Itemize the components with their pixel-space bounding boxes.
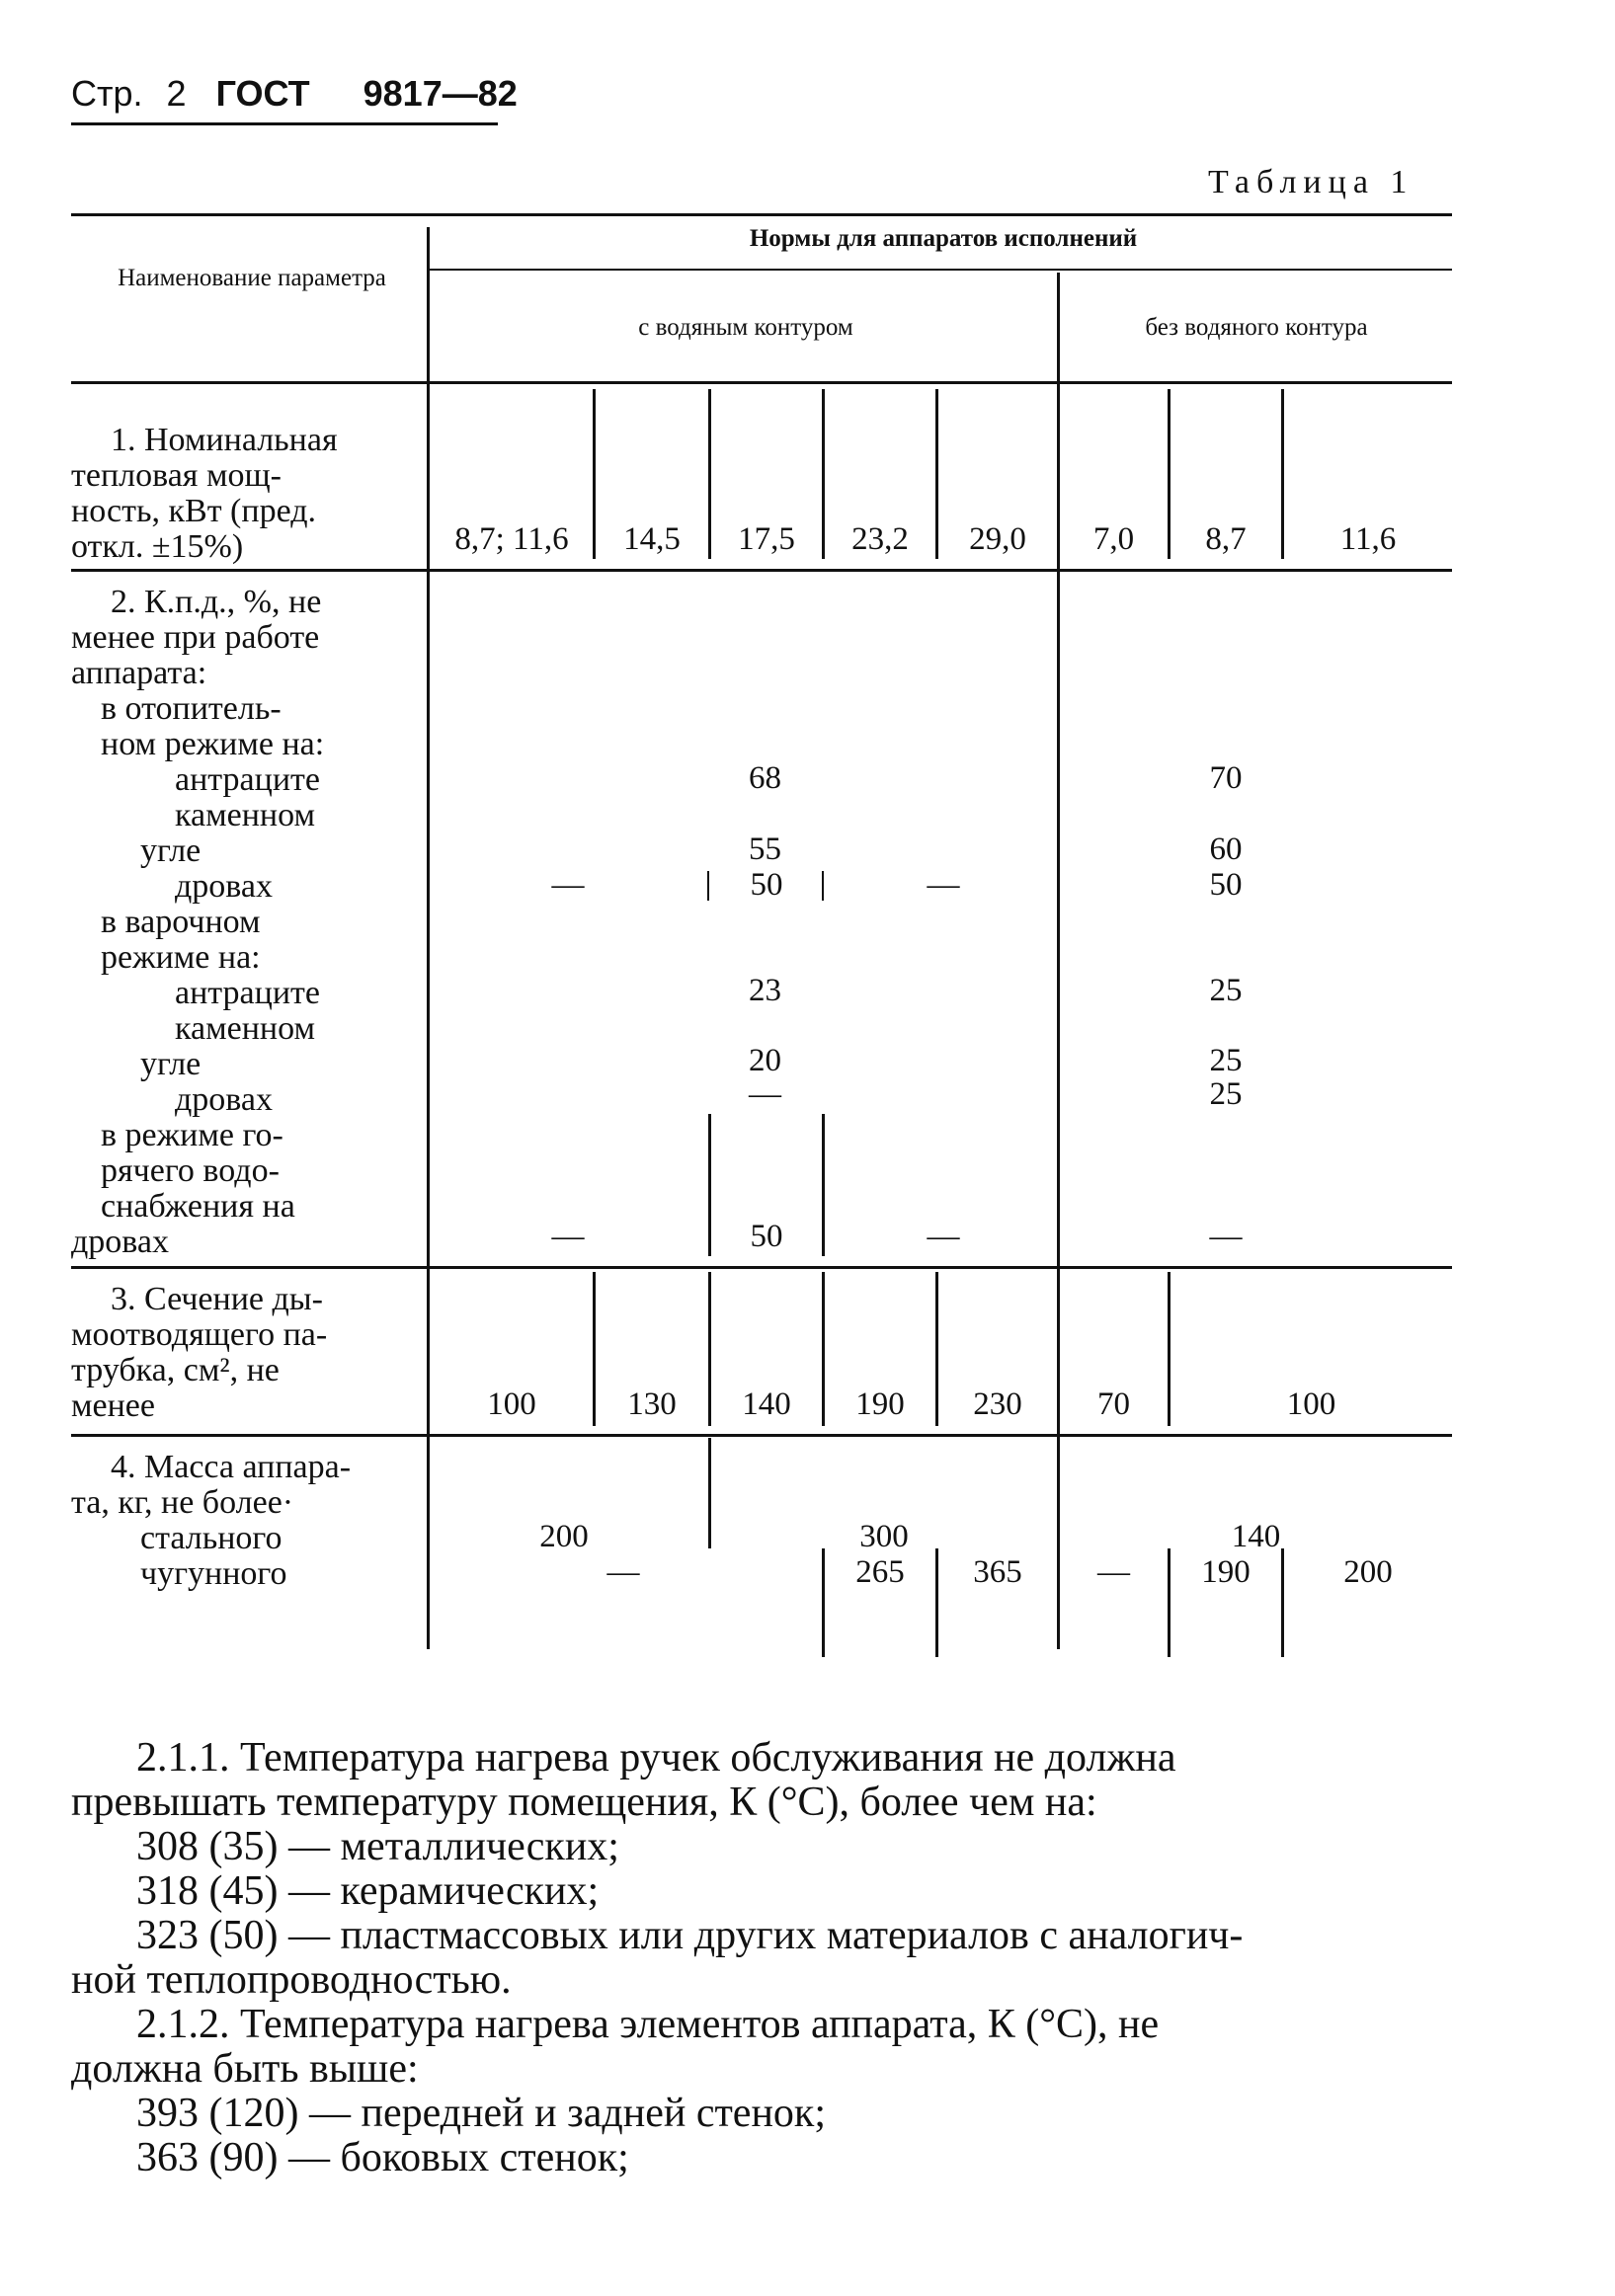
row2-label-line: 2. К.п.д., %, не — [111, 584, 322, 620]
steel-with-1: 200 — [539, 1519, 589, 1554]
row4-label-line: чугунного — [140, 1555, 287, 1592]
cook-anthracite-without: 25 — [1209, 973, 1243, 1008]
paragraph-2-1-1 — [71, 1736, 1454, 2003]
cast-iron-5: 190 — [1201, 1554, 1251, 1590]
norms-header: Нормы для аппаратов исполнений — [749, 225, 1138, 252]
row1-label-line: тепловая мощ- — [71, 457, 282, 494]
row4-label-line: 4. Масса аппара- — [111, 1449, 352, 1485]
row2-label-line: аппарата: — [71, 655, 207, 691]
row1-label-line: откл. ±15%) — [71, 528, 244, 565]
row4-label-line: стального — [140, 1520, 283, 1556]
row2-label-line: в отопитель- — [101, 690, 282, 727]
heat-wood-1: — — [551, 867, 585, 903]
r3-value: 130 — [627, 1386, 677, 1422]
text-line: 318 (45) — керамических; — [136, 1868, 600, 1914]
r1-value: 7,0 — [1092, 521, 1135, 557]
heat-wood-3: — — [927, 867, 960, 903]
steel-with-2: 300 — [859, 1519, 909, 1554]
table-top-rule — [71, 213, 1452, 216]
row2-label — [71, 585, 417, 1260]
heat-wood-4: 50 — [1209, 867, 1243, 903]
hot-water-2: 50 — [750, 1219, 783, 1254]
norms-rule — [430, 269, 1452, 271]
row2-label-line: каменном — [175, 1010, 315, 1047]
cast-iron-1: — — [606, 1554, 640, 1590]
row2-label-line: антраците — [175, 975, 320, 1011]
head-bottom-rule — [71, 381, 1452, 384]
row3-label-line: 3. Сечение ды- — [111, 1281, 323, 1317]
running-header — [71, 73, 518, 115]
r1-value: 8,7 — [1205, 521, 1247, 557]
without-water-header: без водяного контура — [1145, 314, 1368, 341]
row4-label-line: та, кг, не более· — [71, 1484, 294, 1521]
row2-label-line: дровах — [71, 1224, 169, 1260]
r3-value: 230 — [973, 1386, 1022, 1422]
row2-label-line: дровах — [175, 868, 273, 905]
row1-label — [71, 423, 417, 565]
with-water-header: с водяным контуром — [638, 314, 853, 341]
row2-label-line: снабжения на — [101, 1188, 295, 1225]
row2-label-line: дровах — [175, 1081, 273, 1118]
r3-value: 70 — [1097, 1386, 1130, 1422]
row2-label-line: угле — [140, 1046, 202, 1082]
row1-label-line: 1. Номинальная — [111, 422, 338, 458]
row3-label-line: менее — [71, 1387, 155, 1424]
heat-coal-with: 55 — [749, 831, 781, 867]
group-divider — [1057, 273, 1060, 1649]
r3-value: 100 — [487, 1386, 536, 1422]
hot-water-1: — — [551, 1219, 585, 1254]
param-col-divider — [427, 227, 430, 1649]
text-line: превышать температуру помещения, К (°С), более чем на: — [71, 1780, 1097, 1825]
r1-value: 23,2 — [851, 521, 909, 557]
cook-wood-with: — — [749, 1076, 781, 1112]
header-rule — [71, 122, 498, 125]
row2-label-line: в варочном — [101, 904, 261, 940]
r1-value: 14,5 — [623, 521, 681, 557]
row2-label-line: каменном — [175, 797, 315, 833]
row2-label-line: рячего водо- — [101, 1152, 280, 1189]
r1-value: 29,0 — [969, 521, 1026, 557]
heat-anthracite-with: 68 — [749, 760, 781, 796]
row3-label — [71, 1282, 417, 1424]
hot-water-4: — — [1209, 1219, 1243, 1254]
paragraph-2-1-2 — [71, 2003, 1454, 2180]
r2-div-2 — [822, 871, 824, 901]
cast-iron-3: 365 — [973, 1554, 1022, 1590]
row2-label-line: в режиме го- — [101, 1117, 283, 1153]
row2-label-line: ном режиме на: — [101, 726, 325, 762]
page-label: Стр. — [71, 73, 143, 114]
row1-bottom-rule — [71, 569, 1452, 572]
row4-label — [71, 1450, 417, 1592]
cook-anthracite-with: 23 — [749, 973, 781, 1008]
row1-label-line: ность, кВт (пред. — [71, 493, 317, 529]
r2-div-4 — [822, 1114, 825, 1256]
text-line: 363 (90) — боковых стенок; — [136, 2135, 629, 2180]
text-line: ной теплопроводностью. — [71, 1957, 512, 2003]
heat-wood-2: 50 — [750, 867, 783, 903]
gost-number: 9817—82 — [363, 73, 518, 114]
text-line: 2.1.2. Температура нагрева элементов аппарата, К (°С), не — [136, 2002, 1160, 2047]
row2-label-line: менее при работе — [71, 619, 320, 656]
param-header: Наименование параметра — [118, 265, 386, 291]
cast-iron-6: 200 — [1343, 1554, 1393, 1590]
r1-value: 8,7; 11,6 — [454, 521, 569, 557]
cook-coal-with: 20 — [749, 1043, 781, 1078]
row3-label-line: моотводящего па- — [71, 1316, 328, 1353]
row2-label-line: угле — [140, 832, 202, 869]
row3-label-line: трубка, см², не — [71, 1352, 280, 1388]
text-line: 393 (120) — передней и задней стенок; — [136, 2091, 827, 2136]
r2-div-1 — [707, 871, 709, 901]
row3-bottom-rule — [71, 1434, 1452, 1437]
text-line: должна быть выше: — [71, 2046, 419, 2092]
cast-iron-2: 265 — [855, 1554, 905, 1590]
row2-bottom-rule — [71, 1266, 1452, 1269]
cook-coal-without: 25 — [1209, 1043, 1243, 1078]
page-number: 2 — [166, 73, 187, 114]
r3-value: 140 — [742, 1386, 791, 1422]
text-line: 323 (50) — пластмассовых или других материалов с аналогич- — [136, 1913, 1244, 1958]
r1-value: 11,6 — [1339, 521, 1397, 557]
steel-without: 140 — [1231, 1519, 1281, 1554]
gost-label: ГОСТ — [215, 73, 310, 114]
row2-label-line: антраците — [175, 761, 320, 798]
text-line: 308 (35) — металлических; — [136, 1824, 619, 1869]
table-caption: Таблица 1 — [1208, 164, 1414, 200]
cast-iron-4: — — [1097, 1554, 1130, 1590]
row2-label-line: режиме на: — [101, 939, 261, 976]
heat-anthracite-without: 70 — [1209, 760, 1243, 796]
text-line: 2.1.1. Температура нагрева ручек обслуживания не должна — [136, 1735, 1176, 1781]
cook-wood-without: 25 — [1209, 1076, 1243, 1112]
hot-water-3: — — [927, 1219, 960, 1254]
r3-value: 100 — [1286, 1386, 1336, 1422]
heat-coal-without: 60 — [1209, 831, 1243, 867]
r1-value: 17,5 — [738, 521, 795, 557]
r3-value: 190 — [855, 1386, 905, 1422]
